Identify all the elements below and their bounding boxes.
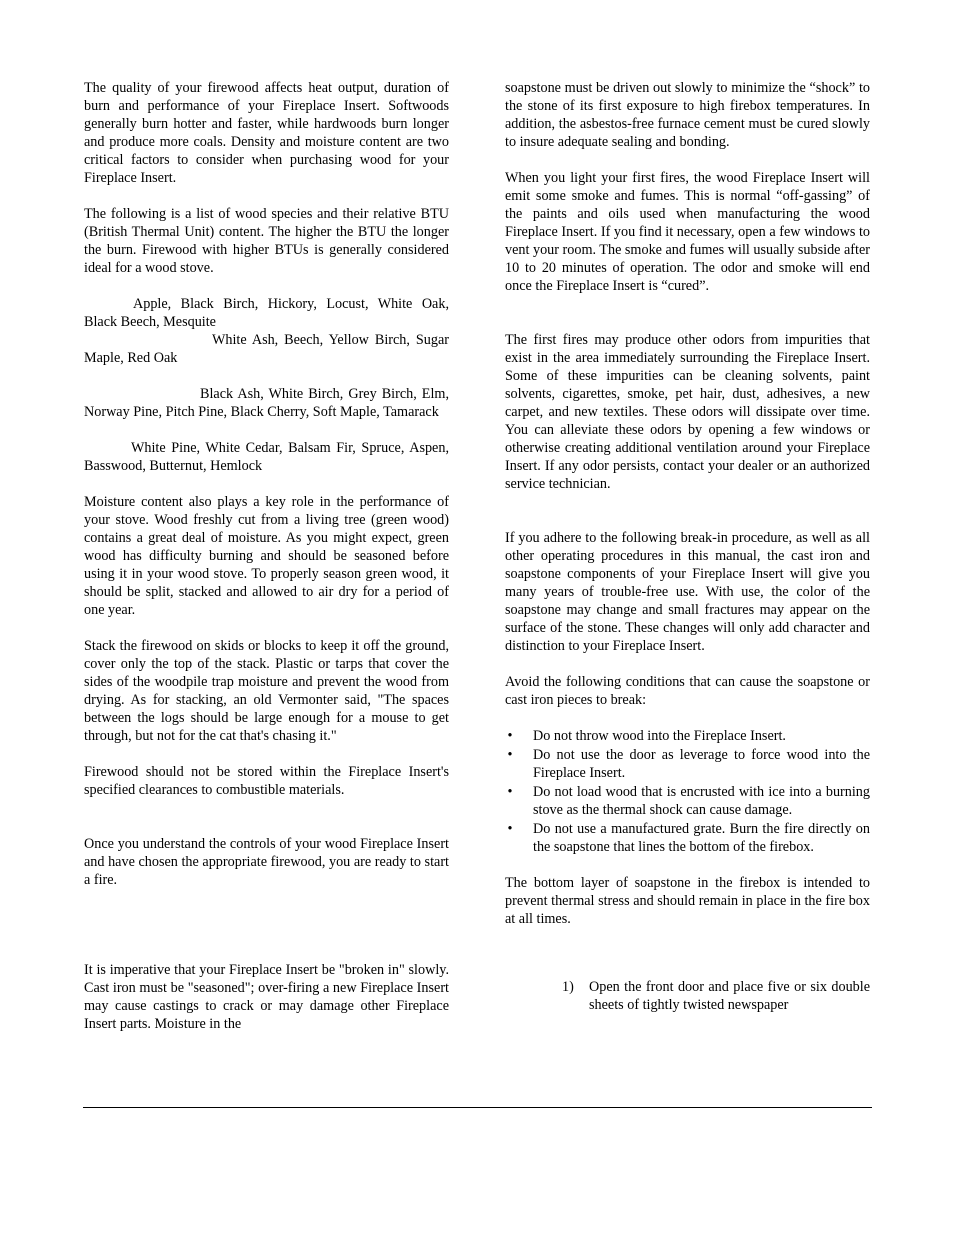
list-item bbox=[505, 820, 870, 856]
avoid-conditions-paragraph: Avoid the following conditions that can cause the soapstone or cast iron pieces to break: bbox=[505, 674, 870, 708]
bullet-icon: • bbox=[507, 747, 513, 763]
avoid-conditions-list bbox=[505, 727, 870, 856]
btu-species-group-1: Apple, Black Birch, Hickory, Locust, White Oak, Black Beech, Mesquite bbox=[84, 296, 449, 330]
bullet-icon: • bbox=[507, 728, 513, 744]
ready-to-start-paragraph: Once you understand the controls of your wood Fireplace Insert and have chosen the appropriate firewood, you are ready to start a fire. bbox=[84, 836, 449, 888]
break-in-steps-list bbox=[505, 978, 870, 1014]
list-item bbox=[505, 746, 870, 782]
bullet-icon: • bbox=[507, 821, 513, 837]
stacking-paragraph: Stack the firewood on skids or blocks to keep it off the ground, cover only the top of the stack. Plastic or tarps that cover the sides of the woodpile trap moisture and prevent the wood from drying. As for stacking, an old Vermonter said, "The spaces between the logs should be large enough for a mouse to get through, but not for the cat that's chasing it." bbox=[84, 638, 449, 744]
list-item bbox=[505, 783, 870, 819]
btu-species-group-2: White Ash, Beech, Yellow Birch, Sugar Maple, Red Oak bbox=[84, 332, 449, 366]
left-column bbox=[84, 79, 449, 1033]
list-item-text: Do not throw wood into the Fireplace Insert. bbox=[533, 728, 786, 744]
off-gassing-paragraph: When you light your first fires, the wood Fireplace Insert will emit some smoke and fumes. This is normal “off-gassing” of the paints and oils used when manufacturing the wood Fireplace Insert. If you find it necessary, open a few windows to vent your room. The smoke and fumes will usually subside after 10 to 20 minutes of operation. The odor and smoke will end once the Fireplace Insert is “cured”. bbox=[505, 170, 870, 294]
list-item-text: Do not use the door as leverage to force wood into the Fireplace Insert. bbox=[533, 747, 870, 781]
list-item-text: Do not load wood that is encrusted with ice into a burning stove as the thermal shock can cause damage. bbox=[533, 784, 870, 818]
list-item bbox=[562, 978, 870, 1014]
page-bottom-rule bbox=[83, 1107, 872, 1108]
odors-paragraph: The first fires may produce other odors from impurities that exist in the area immediately surrounding the Fireplace Insert. Some of these impurities can be cleaning solvents, paint solvents, cigarettes, smoke, pet hair, dust, adhesives, a new carpet, and new textiles. These odors will dissipate over time. You can alleviate these odors by opening a few windows or otherwise creating additional ventilation around your Fireplace Insert. If any odor persists, contact your dealer or an authorized service technician. bbox=[505, 332, 870, 492]
storage-clearance-paragraph: Firewood should not be stored within the Fireplace Insert's specified clearances to combustible materials. bbox=[84, 764, 449, 798]
step-number: 1) bbox=[562, 979, 574, 995]
firewood-quality-paragraph: The quality of your firewood affects heat output, duration of burn and performance of your Fireplace Insert. Softwoods generally burn hotter and faster, while hardwoods burn longer and produce more coals. Density and moisture content are two critical factors to consider when purchasing wood for your Fireplace Insert. bbox=[84, 80, 449, 186]
btu-species-group-4: White Pine, White Cedar, Balsam Fir, Spruce, Aspen, Basswood, Butternut, Hemlock bbox=[84, 440, 449, 474]
moisture-content-paragraph: Moisture content also plays a key role in the performance of your stove. Wood freshly cut from a living tree (green wood) contains a great deal of moisture. As you might expect, green wood has difficulty burning and should be seasoned before using it in your wood stove. To properly season green wood, it should be split, stacked and allowed to air dry for a period of one year. bbox=[84, 494, 449, 618]
right-column bbox=[505, 79, 870, 1014]
bullet-icon: • bbox=[507, 784, 513, 800]
list-item bbox=[505, 727, 870, 745]
step-text: Open the front door and place five or six double sheets of tightly twisted newspaper bbox=[589, 979, 870, 1013]
btu-species-group-3: Black Ash, White Birch, Grey Birch, Elm, Norway Pine, Pitch Pine, Black Cherry, Soft Maple, Tamarack bbox=[84, 386, 449, 420]
soapstone-shock-paragraph: soapstone must be driven out slowly to minimize the “shock” to the stone of its first exposure to high firebox temperatures. In addition, the asbestos-free furnace cement must be cured slowly to insure adequate sealing and bonding. bbox=[505, 80, 870, 150]
break-in-benefit-paragraph: If you adhere to the following break-in procedure, as well as all other operating procedures in this manual, the cast iron and soapstone components of your Fireplace Insert will give you many years of trouble-free use. With use, the color of the soapstone may change and small fractures may appear on the surface of the stone. These changes will only add character and distinction to your Fireplace Insert. bbox=[505, 530, 870, 654]
list-item-text: Do not use a manufactured grate. Burn the fire directly on the soapstone that lines the bottom of the firebox. bbox=[533, 821, 870, 855]
break-in-paragraph: It is imperative that your Fireplace Insert be "broken in" slowly. Cast iron must be "seasoned"; over-firing a new Fireplace Insert may cause castings to crack or may damage other Fireplace Insert parts. Moisture in the bbox=[84, 962, 449, 1032]
bottom-soapstone-paragraph: The bottom layer of soapstone in the firebox is intended to prevent thermal stress and should remain in place in the fire box at all times. bbox=[505, 875, 870, 927]
btu-intro-paragraph: The following is a list of wood species and their relative BTU (British Thermal Unit) content. The higher the BTU the longer the burn. Firewood with higher BTUs is generally considered ideal for a wood stove. bbox=[84, 206, 449, 276]
